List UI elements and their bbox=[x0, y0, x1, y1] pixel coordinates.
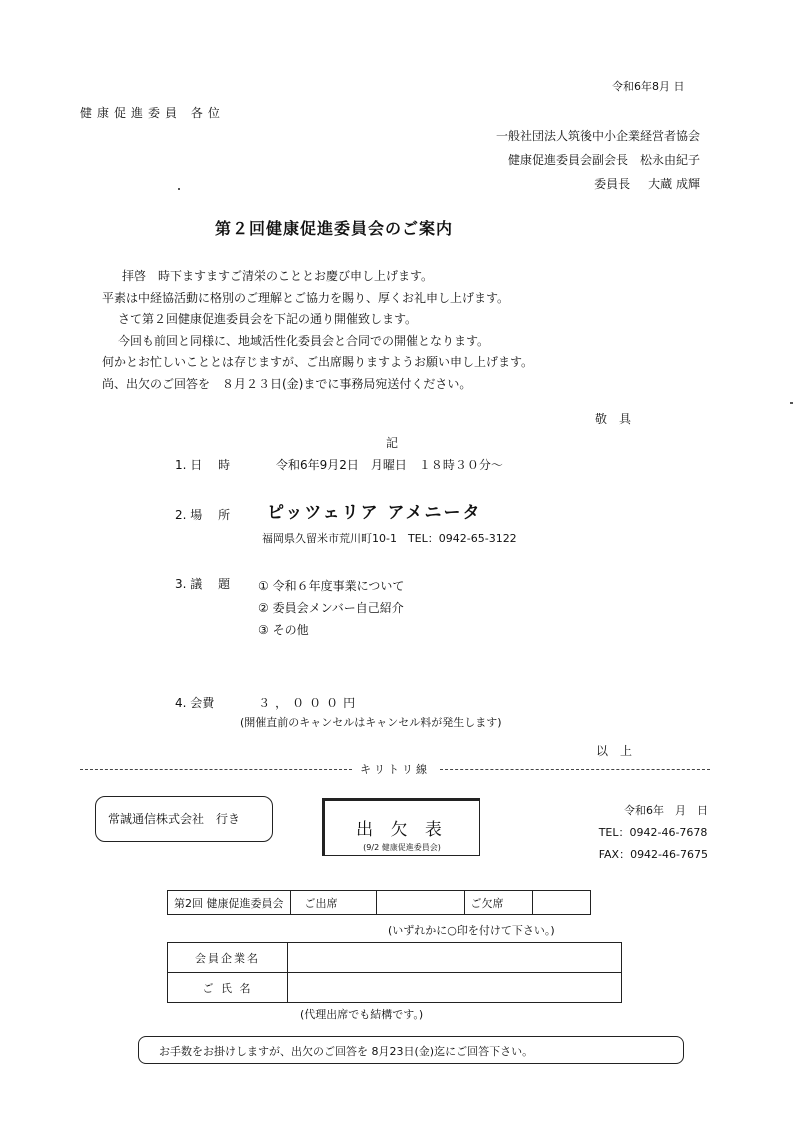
agenda-item: ③ その他 bbox=[258, 623, 309, 637]
item-number: 1. bbox=[175, 458, 187, 472]
closing-ijou: 以 上 bbox=[596, 744, 633, 758]
attendance-form-title bbox=[322, 798, 480, 856]
company-field[interactable] bbox=[288, 943, 622, 973]
item-number: 4. bbox=[175, 696, 187, 710]
name-field[interactable] bbox=[288, 973, 622, 1003]
fee-amount: ３，０００円 bbox=[258, 696, 361, 710]
reply-recipient: 常誠通信株式会社 行き bbox=[95, 796, 273, 842]
sender-chair bbox=[496, 172, 700, 196]
name-label: ご 氏 名 bbox=[168, 973, 288, 1003]
item-place bbox=[175, 506, 236, 523]
venue-address: 福岡県久留米市荒川町10-1 TEL：0942-65-3122 bbox=[262, 532, 517, 545]
speck bbox=[790, 402, 793, 404]
body-line: 今回も前回と同様に、地域活性化委員会と合同での開催となります。 bbox=[118, 333, 490, 348]
attend-option[interactable]: ご出席 bbox=[290, 891, 376, 915]
body-line: 拝啓 時下ますますご清栄のこととお慶び申し上げます。 bbox=[122, 269, 434, 283]
absent-mark-cell[interactable] bbox=[532, 891, 590, 915]
document-title: 第２回健康促進委員会のご案内 bbox=[215, 219, 454, 238]
company-label: 会員企業名 bbox=[168, 943, 288, 973]
cut-dash bbox=[440, 769, 710, 770]
cut-line bbox=[80, 760, 710, 778]
reply-deadline-note: お手数をお掛けしますが、出欠のご回答を 8月23日(金)迄にご回答下さい。 bbox=[138, 1036, 684, 1064]
reply-tel: TEL：0942-46-7678 bbox=[598, 826, 708, 839]
item-label: 日 時 bbox=[190, 458, 237, 472]
cut-dash bbox=[80, 769, 352, 770]
item-fee bbox=[175, 694, 360, 711]
item-label: 場 所 bbox=[190, 508, 237, 522]
item-label: 会費 bbox=[190, 696, 215, 710]
item-number: 2. bbox=[175, 508, 187, 522]
sender-block bbox=[496, 124, 700, 196]
attendance-title: 出 欠 表 bbox=[356, 820, 448, 840]
choice-instruction: (いずれかに○印を付けて下さい。) bbox=[388, 924, 555, 937]
agenda-item: ① 令和６年度事業について bbox=[258, 579, 405, 593]
document-date: 令和6年8月 日 bbox=[612, 80, 685, 93]
meeting-datetime: 令和6年9月2日 月曜日 １８時３０分～ bbox=[275, 458, 503, 472]
sender-organization: 一般社団法人筑後中小企業経営者協会 bbox=[495, 129, 700, 143]
closing-keigu: 敬 具 bbox=[595, 412, 632, 426]
body-line: 何かとお忙しいこととは存じますが、ご出席賜りますようお願い申し上げます。 bbox=[102, 355, 534, 369]
sender-chair-title: 委員長 bbox=[594, 177, 631, 191]
sender-chair-name: 大蔵 成輝 bbox=[648, 177, 700, 191]
speck bbox=[178, 188, 180, 190]
cut-line-label: キリトリ線 bbox=[360, 763, 430, 776]
member-info-table bbox=[167, 942, 622, 1003]
item-label: 議 題 bbox=[190, 577, 237, 591]
fee-note: (開催直前のキャンセルはキャンセル料が発生します) bbox=[240, 716, 502, 729]
body-line: 尚、出欠のご回答を ８月２３日(金)までに事務局宛送付ください。 bbox=[102, 376, 472, 391]
attend-mark-cell[interactable] bbox=[376, 891, 464, 915]
ki-heading: 記 bbox=[386, 436, 399, 450]
absent-option[interactable]: ご欠席 bbox=[464, 891, 532, 915]
reply-date: 令和6年 月 日 bbox=[624, 804, 708, 817]
body-line: 平素は中経協活動に格別のご理解とご協力を賜り、厚くお礼申し上げます。 bbox=[102, 290, 510, 305]
item-number: 3. bbox=[175, 577, 187, 591]
item-agenda bbox=[175, 575, 236, 592]
sender-vice-chair: 健康促進委員会副会長 松永由紀子 bbox=[507, 153, 700, 167]
attendance-subtitle: (9/2 健康促進委員会) bbox=[363, 843, 441, 852]
addressee: 健康促進委員 各位 bbox=[80, 106, 225, 120]
agenda-item: ② 委員会メンバー自己紹介 bbox=[258, 601, 404, 615]
event-name: 第2回 健康促進委員会 bbox=[168, 891, 291, 915]
agenda-list bbox=[258, 575, 404, 641]
item-date bbox=[175, 456, 503, 473]
reply-fax: FAX：0942-46-7675 bbox=[598, 848, 708, 861]
proxy-note: (代理出席でも結構です。) bbox=[300, 1008, 424, 1021]
body-text bbox=[102, 266, 534, 395]
venue-name: ピッツェリア アメニータ bbox=[267, 503, 482, 523]
reply-contact bbox=[599, 800, 708, 866]
attendance-choice-table bbox=[167, 890, 591, 915]
body-line: さて第２回健康促進委員会を下記の通り開催致します。 bbox=[118, 312, 418, 326]
